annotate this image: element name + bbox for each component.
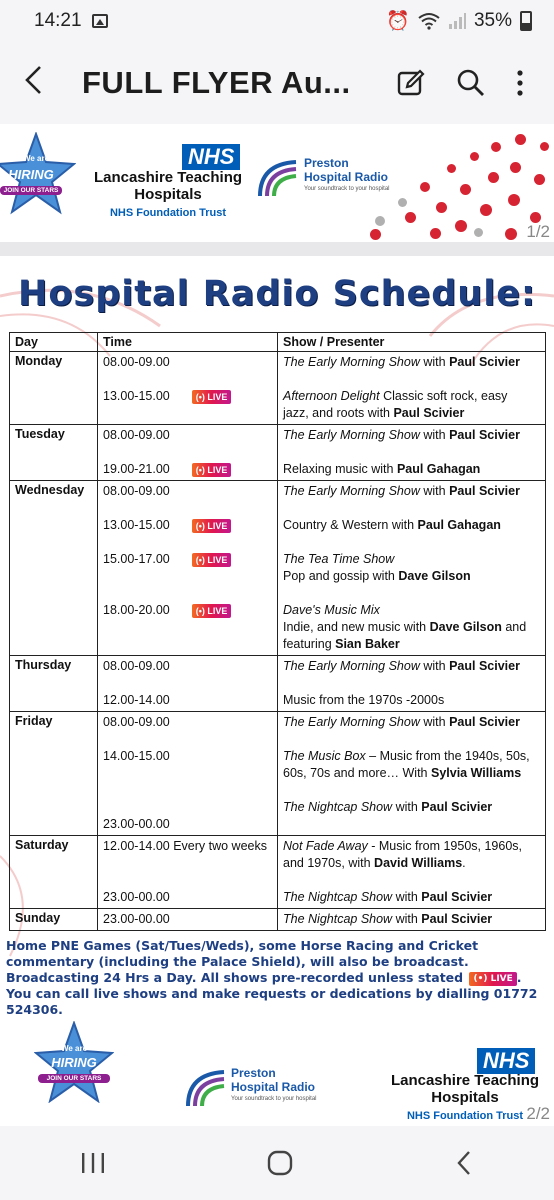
status-right bbox=[386, 9, 532, 33]
schedule-title: Hospital Radio Schedule: bbox=[18, 274, 536, 314]
status-time: 14:21 bbox=[34, 10, 82, 31]
day-cell: Tuesday bbox=[10, 425, 98, 481]
time-cell: 12.00-14.00 Every two weeks 23.00-00.00 bbox=[98, 836, 278, 909]
time-cell: 08.00-09.00 13.00-15.00 (•) LIVE bbox=[98, 352, 278, 425]
table-row-friday bbox=[10, 712, 546, 836]
search-icon[interactable] bbox=[456, 68, 486, 98]
table-row-wednesday bbox=[10, 481, 546, 656]
show-cell: The Nightcap Show with Paul Scivier bbox=[278, 909, 546, 931]
time-cell: 08.00-09.00 12.00-14.00 bbox=[98, 656, 278, 712]
day-cell: Monday bbox=[10, 352, 98, 425]
recent-apps-icon[interactable] bbox=[80, 1151, 106, 1175]
hiring-sub-text-footer: JOIN OUR STARS bbox=[38, 1074, 110, 1083]
live-badge: (•) LIVE bbox=[192, 463, 232, 477]
table-row-saturday bbox=[10, 836, 546, 909]
status-bar bbox=[0, 0, 554, 42]
show-cell: The Early Morning Show with Paul Scivier Music from the 1970s -2000s bbox=[278, 656, 546, 712]
header-time: Time bbox=[98, 333, 278, 352]
document-viewer[interactable] bbox=[0, 124, 554, 1126]
table-row-tuesday bbox=[10, 425, 546, 481]
table-header-row bbox=[10, 333, 546, 352]
time-cell: 08.00-09.00 14.00-15.00 23.00-00.00 bbox=[98, 712, 278, 836]
home-icon[interactable] bbox=[266, 1149, 294, 1177]
live-badge: (•) LIVE bbox=[192, 553, 232, 567]
show-cell: The Early Morning Show with Paul Scivier Afternoon Delight Classic soft rock, easy jazz, and roots with Paul Scivier bbox=[278, 352, 546, 425]
page-indicator-1: 1/2 bbox=[526, 222, 550, 241]
table-row-monday bbox=[10, 352, 546, 425]
back-button[interactable] bbox=[22, 62, 82, 105]
radio-logo-text bbox=[304, 156, 390, 194]
radio-logo-text-footer: Preston Hospital Radio Your soundtrack to your hospital bbox=[231, 1066, 317, 1102]
system-nav-bar bbox=[0, 1126, 554, 1200]
day-cell: Sunday bbox=[10, 909, 98, 931]
page-indicator-2: 2/2 bbox=[526, 1104, 550, 1123]
page-1 bbox=[0, 124, 554, 242]
back-nav-icon[interactable] bbox=[454, 1149, 474, 1177]
schedule-table bbox=[9, 332, 546, 931]
live-badge: (•) LIVE bbox=[192, 519, 232, 533]
nhs-logo bbox=[182, 144, 240, 170]
live-badge: (•) LIVE bbox=[192, 390, 232, 404]
day-cell: Wednesday bbox=[10, 481, 98, 656]
radio-line-2: Hospital Radio bbox=[304, 170, 389, 184]
header-day: Day bbox=[10, 333, 98, 352]
header-show: Show / Presenter bbox=[278, 333, 546, 352]
trust-name-footer: Lancashire Teaching Hospitals NHS Foundation Trust bbox=[390, 1072, 540, 1122]
nhs-logo-footer: NHS bbox=[477, 1048, 535, 1074]
radio-logo-arcs bbox=[256, 158, 302, 198]
hiring-top-text-footer: We are bbox=[60, 1044, 88, 1053]
time-cell: 08.00-09.00 19.00-21.00 (•) LIVE bbox=[98, 425, 278, 481]
signal-icon bbox=[448, 12, 466, 30]
table-row-thursday bbox=[10, 656, 546, 712]
battery-percent: 35% bbox=[473, 10, 512, 31]
day-cell: Thursday bbox=[10, 656, 98, 712]
battery-icon bbox=[520, 11, 532, 31]
trust-line-2: Hospitals bbox=[134, 186, 202, 203]
radio-logo-arcs-footer bbox=[184, 1068, 230, 1108]
show-cell: The Early Morning Show with Paul Scivier The Music Box – Music from the 1940s, 50s, 60s, 70s and more… With Sylvia Williams The Nightcap Show with Paul Scivier bbox=[278, 712, 546, 836]
nhs-logo-text: NHS bbox=[182, 144, 240, 170]
edit-icon[interactable] bbox=[396, 68, 426, 98]
trust-line-3: NHS Foundation Trust bbox=[109, 207, 227, 219]
trust-line-1: Lancashire Teaching bbox=[93, 169, 243, 186]
table-row-sunday bbox=[10, 909, 546, 931]
hiring-sub-text: JOIN OUR STARS bbox=[0, 186, 62, 195]
live-badge: (•) LIVE bbox=[469, 972, 516, 986]
wifi-icon bbox=[418, 12, 440, 30]
gallery-notification-icon bbox=[92, 14, 108, 28]
more-options-icon[interactable] bbox=[516, 68, 524, 98]
live-badge: (•) LIVE bbox=[192, 604, 232, 618]
show-cell: The Early Morning Show with Paul Scivier Relaxing music with Paul Gahagan bbox=[278, 425, 546, 481]
app-bar bbox=[0, 42, 554, 124]
radio-tagline: Your soundtrack to your hospital bbox=[304, 186, 390, 192]
hiring-text: HIRING bbox=[8, 167, 54, 182]
show-cell: Not Fade Away - Music from 1950s, 1960s, and 1970s, with David Williams. The Nightcap Show with Paul Scivier bbox=[278, 836, 546, 909]
day-cell: Saturday bbox=[10, 836, 98, 909]
time-cell: 08.00-09.00 13.00-15.00 (•) LIVE 15.00-17.00 (•) LIVE 18.00-20.00 (•) LIVE bbox=[98, 481, 278, 656]
time-cell: 23.00-00.00 bbox=[98, 909, 278, 931]
hiring-text-footer: HIRING bbox=[51, 1055, 97, 1070]
document-title: FULL FLYER Au... bbox=[82, 65, 351, 100]
page-2 bbox=[0, 256, 554, 1126]
show-cell: The Early Morning Show with Paul Scivier Country & Western with Paul Gahagan The Tea Time Show Pop and gossip with Dave Gilson Dave's Music Mix Indie, and new music with Dave Gilson and featuring Sian Baker bbox=[278, 481, 546, 656]
hiring-top-text: We are bbox=[22, 154, 50, 163]
back-arrow-icon bbox=[22, 65, 46, 95]
day-cell: Friday bbox=[10, 712, 98, 836]
alarm-icon: ⏰ bbox=[386, 11, 410, 32]
footnote: Home PNE Games (Sat/Tues/Weds), some Horse Racing and Cricket commentary (including the Palace Shield), will also be broadcast. Broadcasting 24 Hrs a Day. All shows pre-recorded unless stated (•) LIVE . You can call live shows and make requests or dedications by dialling 01772 524306. bbox=[6, 938, 538, 1017]
radio-line-1: Preston bbox=[304, 156, 349, 170]
app-bar-actions bbox=[396, 68, 524, 98]
trust-name bbox=[88, 169, 248, 222]
